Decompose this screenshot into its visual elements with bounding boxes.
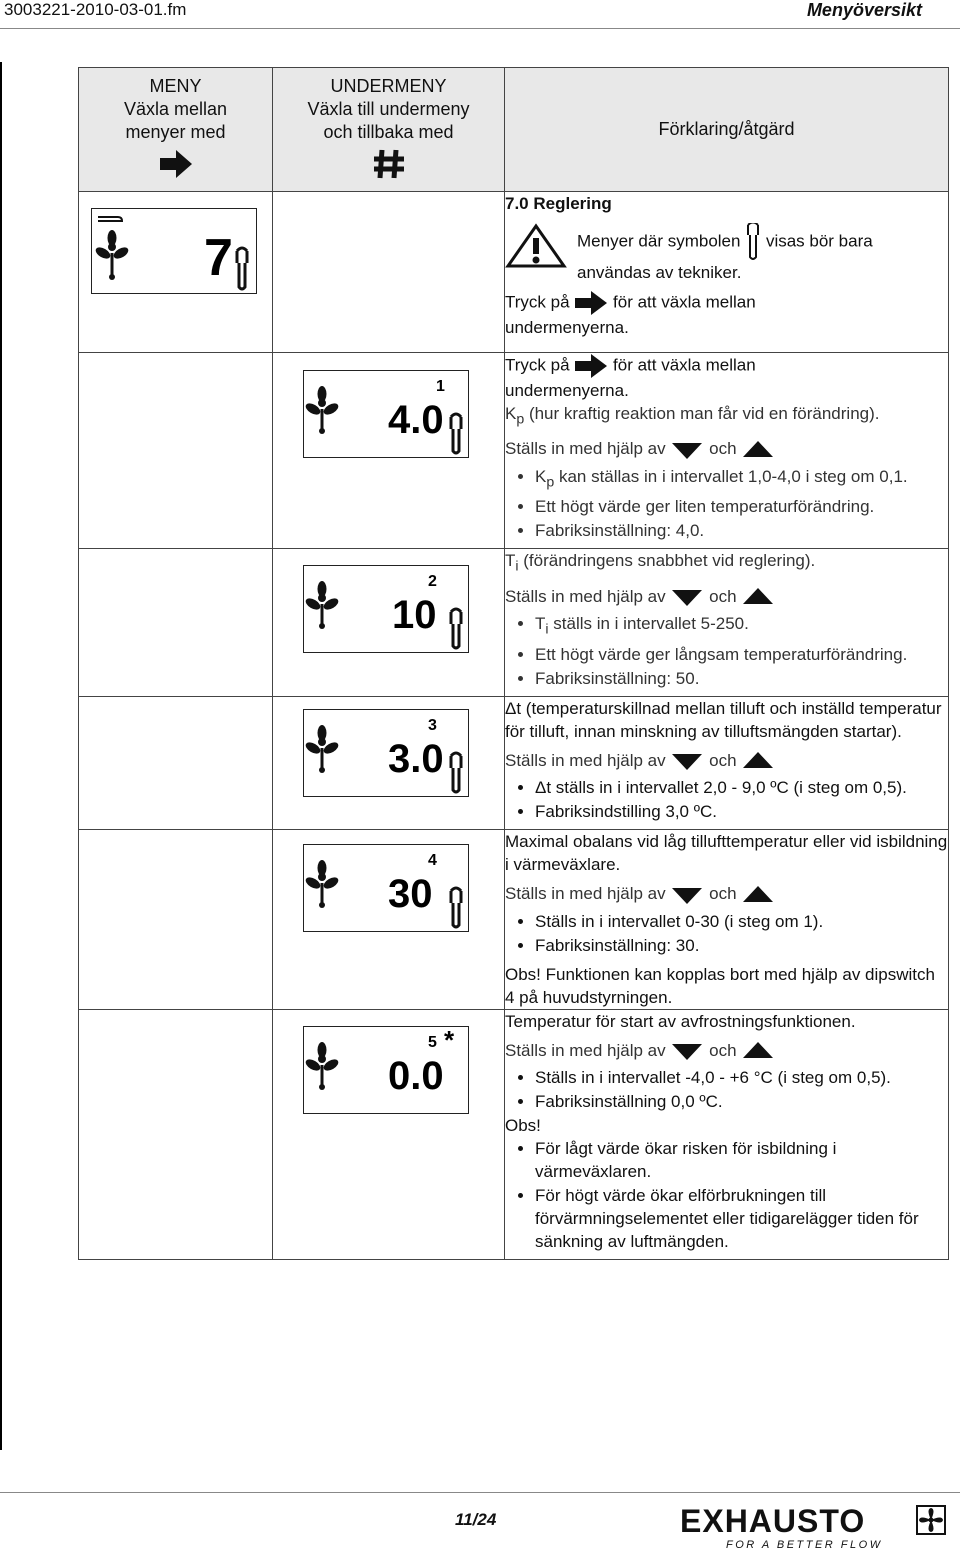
footer-divider xyxy=(0,1492,960,1493)
table-row xyxy=(79,830,949,1010)
arrow-right-icon xyxy=(574,290,608,316)
fan-icon xyxy=(304,1042,340,1090)
lcd-sub-value: 0.0 xyxy=(388,1053,444,1098)
lcd-sub-index: 2 xyxy=(428,573,437,591)
lcd-sub-index: 4 xyxy=(428,852,437,870)
document-id: 3003221-2010-03-01.fm xyxy=(4,0,187,19)
arrow-right-icon xyxy=(574,353,608,379)
fan-icon xyxy=(94,230,130,280)
table-row xyxy=(79,1009,949,1260)
list-item: • Fabriksinställning: 50. xyxy=(535,667,948,690)
fan-logo-icon xyxy=(916,1505,946,1535)
technician-warning: Menyer där symbolen visas bör bara användas av tekniker. xyxy=(505,223,948,284)
explanation-delta-t: Δt (temperaturskillnad mellan tilluft och inställd temperatur för tilluft, innan minskning av tilluftsmängden startar). Ställs in med hjälp av och • Δt ställs in i intervallet 2,0 - 9,0 ºC (i steg om 0,5). • Fabriksindstilling 3,0 ºC. xyxy=(505,696,949,830)
arrow-down-icon xyxy=(670,750,704,772)
lcd-main-number: 7 xyxy=(204,229,233,287)
note: Obs! Funktionen kan kopplas bort med hjälp av dipswitch 4 på huvudstyrningen. xyxy=(505,964,935,1007)
arrow-right-icon xyxy=(158,148,194,180)
wrench-icon xyxy=(451,609,461,648)
lcd-sub-index: 1 xyxy=(436,378,445,395)
arrow-up-icon xyxy=(741,884,775,906)
arrow-down-icon xyxy=(670,439,704,461)
header-divider xyxy=(0,28,960,29)
lcd-sub-value: 30 xyxy=(388,872,433,917)
explanation-intro xyxy=(505,192,949,353)
table-row xyxy=(79,353,949,549)
exhausto-logo xyxy=(680,1503,950,1551)
table-row xyxy=(79,192,949,353)
arrow-down-icon xyxy=(670,586,704,608)
list-item: • Ställs in i intervallet 0-30 (i steg om 1). xyxy=(535,910,948,933)
lcd-display-main xyxy=(91,208,257,294)
list-item: • Fabriksinställning: 4,0. xyxy=(535,519,948,542)
menu-table xyxy=(78,67,949,1260)
lcd-display-sub2 xyxy=(303,565,469,653)
list-item: • Fabriksindstilling 3,0 ºC. xyxy=(535,800,948,823)
brand-tagline: FOR A BETTER FLOW xyxy=(726,1539,883,1551)
list-item: • $T_i$ ställs in i intervallet 5-250. xyxy=(535,612,948,641)
list-item: • Δt ställs in i intervallet 2,0 - 9,0 ºC (i steg om 0,5). xyxy=(535,776,948,799)
list-item: • Ställs in i intervallet -4,0 - +6 °C (i steg om 0,5). xyxy=(535,1066,948,1089)
lcd-sub-value: 3.0 xyxy=(388,736,444,781)
arrow-up-icon xyxy=(741,750,775,772)
page-header xyxy=(0,0,960,24)
section-title: 7.0 Reglering xyxy=(505,194,612,213)
wrench-icon xyxy=(237,248,247,289)
lcd-sub-index: 3 xyxy=(428,716,437,734)
arrow-up-icon xyxy=(741,1040,775,1062)
table-row xyxy=(79,549,949,696)
table-row xyxy=(79,696,949,830)
hand-icon xyxy=(98,217,122,221)
explanation-ti: $T_i$ (förändringens snabbhet vid reglering). Ställs in med hjälp av och • $T_i$ ställs in i intervallet 5-250. • Ett högt värde ger långsam temperaturförändring. • Fabriksinställning: 50. xyxy=(505,549,949,696)
lcd-display-sub1 xyxy=(303,370,469,458)
fan-icon xyxy=(304,725,340,773)
list-item: • Fabriksinställning: 30. xyxy=(535,934,948,957)
lcd-sub-index: 5 xyxy=(428,1033,437,1051)
snowflake-icon: * xyxy=(444,1026,455,1055)
fan-icon xyxy=(304,860,340,908)
explanation-defrost: Temperatur för start av avfrostningsfunktionen. Ställs in med hjälp av och • Ställs in i intervallet -4,0 - +6 °C (i steg om 0,5). • Fabriksinställning 0,0 ºC. Obs! • För lågt värde ökar risken för isbildning i värmeväxlaren. • För högt värde ökar elförbrukningen till förvärmningselementet eller tidigarelägger tiden för sänkning av luftmängden. xyxy=(505,1009,949,1260)
list-item: • Ett högt värde ger liten temperaturförändring. xyxy=(535,495,948,518)
section-title-header: Menyöversikt xyxy=(806,0,922,20)
hash-icon xyxy=(372,148,406,180)
lcd-sub-value: 4.0 xyxy=(388,398,444,442)
list-item: • För lågt värde ökar risken för isbildning i värmeväxlaren. xyxy=(535,1137,948,1183)
arrow-up-icon xyxy=(741,439,775,461)
page-number: 11/24 xyxy=(455,1510,497,1529)
wrench-icon xyxy=(451,753,461,792)
lcd-display-sub5 xyxy=(303,1026,469,1114)
fan-icon xyxy=(304,386,340,434)
list-item: • $K_p$ kan ställas in i intervallet 1,0-4,0 i steg om 0,1. xyxy=(535,465,948,494)
fan-icon xyxy=(304,581,340,629)
lcd-display-sub3 xyxy=(303,709,469,797)
list-item: • Fabriksinställning 0,0 ºC. xyxy=(535,1090,948,1113)
header-explanation: Förklaring/åtgärd xyxy=(505,68,949,192)
warning-triangle-icon xyxy=(505,223,567,269)
table-header-row xyxy=(79,68,949,192)
list-item: • För högt värde ökar elförbrukningen till förvärmningselementet eller tidigarelägger tiden för sänkning av luftmängden. xyxy=(535,1184,948,1253)
arrow-up-icon xyxy=(741,586,775,608)
margin-bar xyxy=(0,62,2,1450)
header-meny: MENY Växla mellan menyer med xyxy=(79,68,273,192)
obs-label: Obs! xyxy=(505,1116,541,1136)
list-item: • Ett högt värde ger långsam temperaturförändring. xyxy=(535,643,948,666)
lcd-sub-value: 10 xyxy=(392,593,437,638)
brand-name: EXHAUSTO xyxy=(680,1503,866,1539)
wrench-icon xyxy=(451,414,461,453)
wrench-icon xyxy=(451,888,461,927)
explanation-kp: Tryck på för att växla mellan undermenyerna. $K_p$ (hur kraftig reaktion man får vid en förändring). Ställs in med hjälp av och • $K_p$ kan ställas in i intervallet 1,0-4,0 i steg om 0,1. • Ett högt värde ger liten temperaturförändring. • Fabriksinställning: 4,0. xyxy=(505,353,949,549)
arrow-down-icon xyxy=(670,1040,704,1062)
wrench-icon xyxy=(745,223,761,261)
explanation-imbalance: Maximal obalans vid låg tillufttemperatur eller vid isbildning i värmeväxlare. Ställs in med hjälp av och • Ställs in i intervallet 0-30 (i steg om 1). • Fabriksinställning: 30. Obs! Funktionen kan kopplas bort med hjälp av dipswitch 4 på huvudstyrningen. xyxy=(505,830,949,1010)
lcd-display-sub4 xyxy=(303,844,469,932)
press-instruction: Tryck på för att växla mellan undermenyerna. xyxy=(505,290,948,339)
arrow-down-icon xyxy=(670,884,704,906)
header-undermeny: UNDERMENY Växla till undermeny och tillbaka med xyxy=(273,68,505,192)
